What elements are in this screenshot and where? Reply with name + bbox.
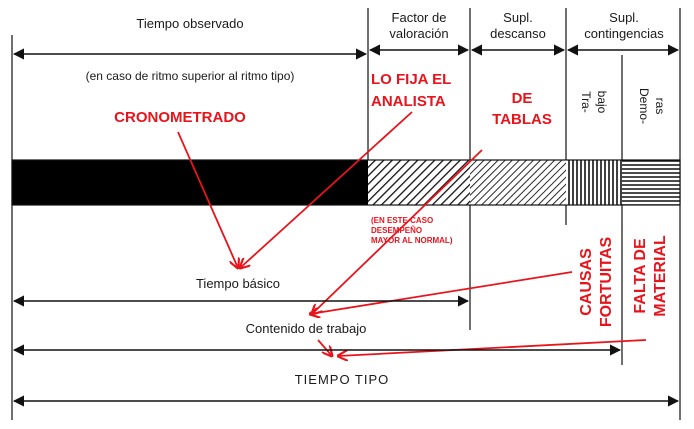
basic-time-label: Tiempo básico	[195, 276, 281, 291]
annotation-note-3: MAYOR AL NORMAL)	[371, 236, 453, 245]
rhythm-note: (en caso de ritmo superior al ritmo tipo)	[85, 69, 295, 83]
observed-time-label: Tiempo observado	[136, 16, 244, 31]
annotation-causas-2: FORTUITAS	[598, 236, 615, 328]
annotation-note-2: DESEMPEÑO	[371, 226, 423, 235]
bar-rating-factor	[368, 160, 470, 205]
annotation-analista-2: ANALISTA	[371, 93, 446, 110]
bar-delays-contingency	[622, 160, 680, 205]
annotation-note-1: (EN ESTE CASO	[371, 216, 434, 225]
contingency-label-2: contingencias	[584, 26, 664, 41]
work-label-1: Tra-	[579, 91, 593, 113]
annotation-analista-1: LO FIJA EL	[371, 71, 452, 88]
annotation-falta-1: FALTA DE	[632, 238, 649, 314]
rest-allowance-label-1: Supl.	[503, 10, 533, 25]
annotation-tablas-1: DE	[511, 90, 533, 107]
standard-time-label: TIEMPO TIPO	[294, 372, 390, 387]
rating-factor-label-1: Factor de	[391, 10, 447, 25]
rating-factor-label-2: valoración	[389, 26, 449, 41]
bar-work-contingency	[566, 160, 622, 205]
annotation-tablas-2: TABLAS	[492, 111, 552, 128]
rest-allowance-label-2: descanso	[490, 26, 546, 41]
time-bar	[12, 160, 680, 205]
delays-label-1: Demo-	[637, 87, 651, 125]
annotation-falta-2: MATERIAL	[652, 235, 669, 317]
contingency-label-1: Supl.	[609, 10, 639, 25]
annotation-causas-1: CAUSAS	[578, 248, 595, 316]
bar-observed-time	[12, 160, 368, 205]
work-content-label: Contenido de trabajo	[245, 321, 367, 336]
work-label-2: bajo	[595, 90, 609, 114]
delays-label-2: ras	[653, 97, 667, 115]
bar-rest-allowance	[470, 160, 566, 205]
annotation-cronometrado: CRONOMETRADO	[114, 109, 246, 126]
